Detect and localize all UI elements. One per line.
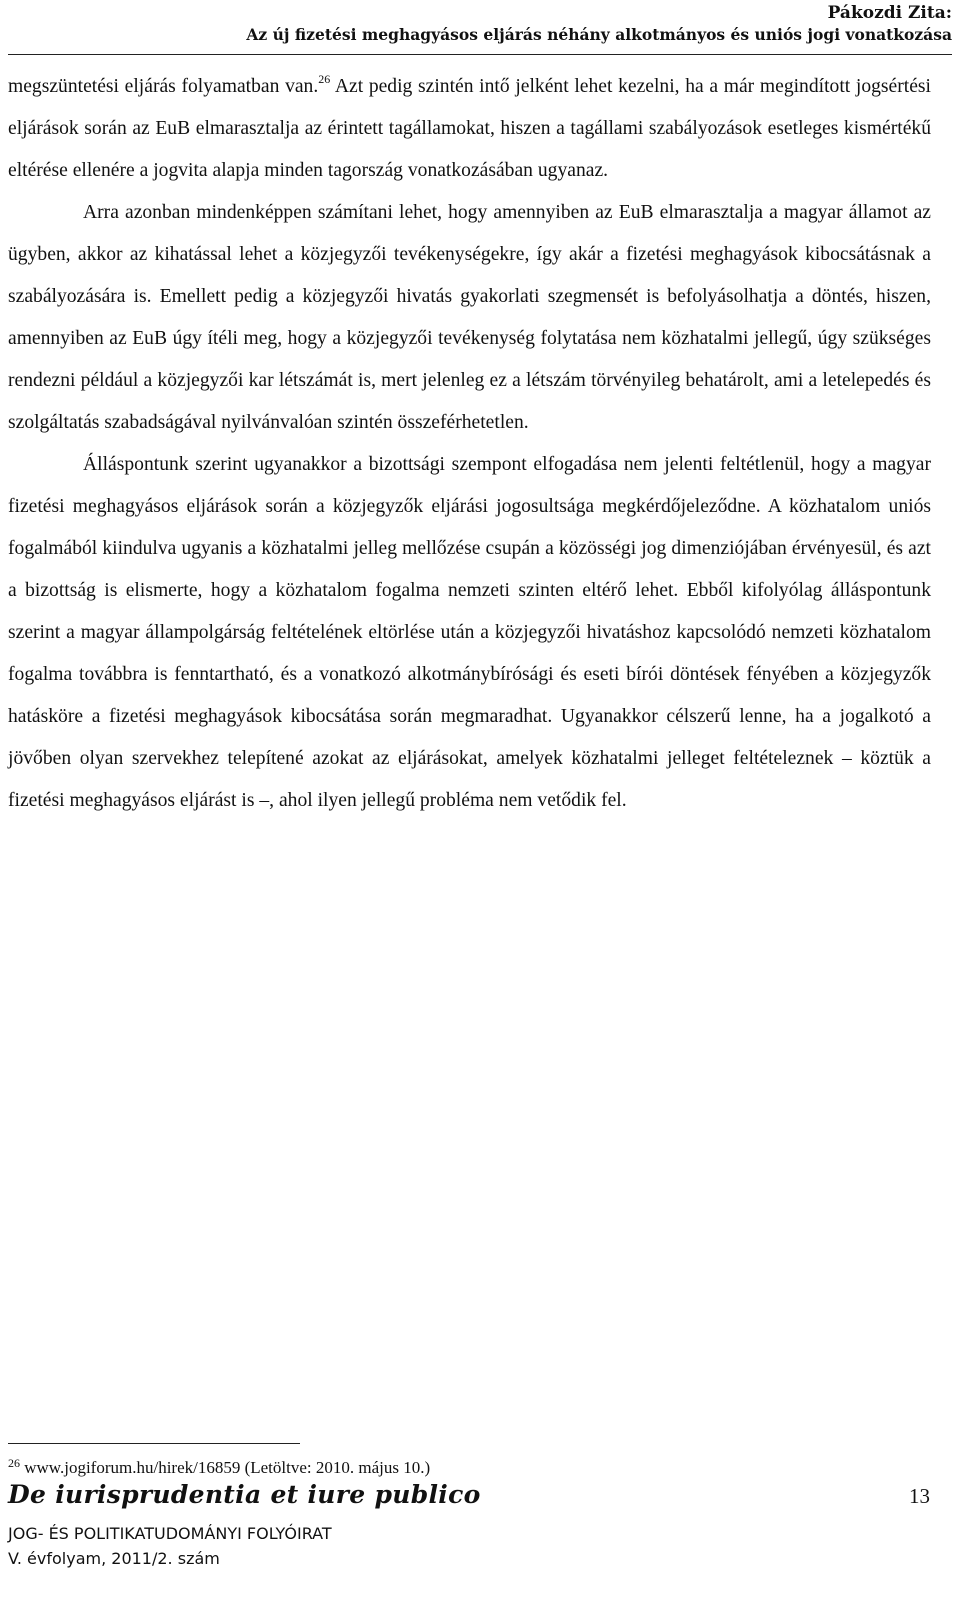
header-title: Az új fizetési meghagyásos eljárás néhány alkotmányos és uniós jogi vonatkozása xyxy=(246,25,952,44)
footnote-text: www.jogiforum.hu/hirek/16859 (Letöltve: 2010. május 10.) xyxy=(20,1458,431,1477)
paragraph-2: Arra azonban mindenképpen számítani lehet, hogy amennyiben az EuB elmarasztalja a magyar államot az ügyben, akkor az kihatással lehet a közjegyzői tevékenységekre, így akár a fizetési meghagyások kibocsátásnak a szabályozására is. Emellett pedig a közjegyzői hivatás gyakorlati szegmensét is befolyásolhatja a döntés, hiszen, amennyiben az EuB úgy ítéli meg, hogy a közjegyzői tevékenység folytatása nem közhatalmi jellegű, úgy szükséges rendezni például a közjegyzői kar létszámát is, mert jelenleg ez a létszám törvényileg behatárolt, ami a letelepedés és szolgáltatás szabadságával nyilvánvalóan szintén összeférhetetlen. xyxy=(8,202,931,433)
header-author: Pákozdi Zita: xyxy=(827,3,952,23)
footnote-separator xyxy=(8,1443,300,1444)
journal-title: De iurisprudentia et iure publico xyxy=(8,1480,481,1509)
page-number: 13 xyxy=(909,1484,930,1508)
footnote-number: 26 xyxy=(8,1456,20,1470)
journal-subtitle: JOG- ÉS POLITIKATUDOMÁNYI FOLYÓIRAT xyxy=(8,1524,332,1543)
footnote-reference[interactable]: 26 xyxy=(318,72,331,86)
footnote xyxy=(8,1456,430,1478)
article-body xyxy=(8,66,931,822)
paragraph-3: Álláspontunk szerint ugyanakkor a bizottsági szempont elfogadása nem jelenti feltétlenül, hogy a magyar fizetési meghagyásos eljárások során a közjegyzők eljárási jogosultsága megkérdőjeleződne. A közhatalom uniós fogalmából kiindulva ugyanis a közhatalmi jelleg mellőzése csupán a közösségi jog dimenziójában érvényesül, és azt a bizottság is elismerte, hogy a közhatalom fogalma nemzeti szinten eltérő lehet. Ebből kifolyólag álláspontunk szerint a magyar állampolgárság feltételének eltörlése után a közjegyzői hivatáshoz kapcsolódó nemzeti közhatalom fogalma továbbra is fenntartható, és a vonatkozó alkotmánybírósági és eseti bírói döntések fényében a közjegyzők hatásköre a fizetési meghagyások kibocsátása során megmaradhat. Ugyanakkor célszerű lenne, ha a jogalkotó a jövőben olyan szervekhez telepítené azokat az eljárásokat, amelyek közhatalmi jelleget feltételeznek – köztük a fizetési meghagyásos eljárást is –, ahol ilyen jellegű probléma nem vetődik fel. xyxy=(8,454,931,811)
paragraph-1-rest: Azt pedig szintén intő jelként lehet kezelni, ha a már megindított jogsértési eljárások során az EuB elmarasztalja az érintett tagállamokat, hiszen a tagállami szabályozások esetleges kismértékű eltérése ellenére a jogvita alapja minden tagország vonatkozásában ugyanaz. xyxy=(8,76,931,181)
paragraph-1-start: megszüntetési eljárás folyamatban van. xyxy=(8,76,319,97)
running-header xyxy=(8,0,952,55)
journal-issue: V. évfolyam, 2011/2. szám xyxy=(8,1549,220,1568)
paragraph-1 xyxy=(8,66,931,192)
